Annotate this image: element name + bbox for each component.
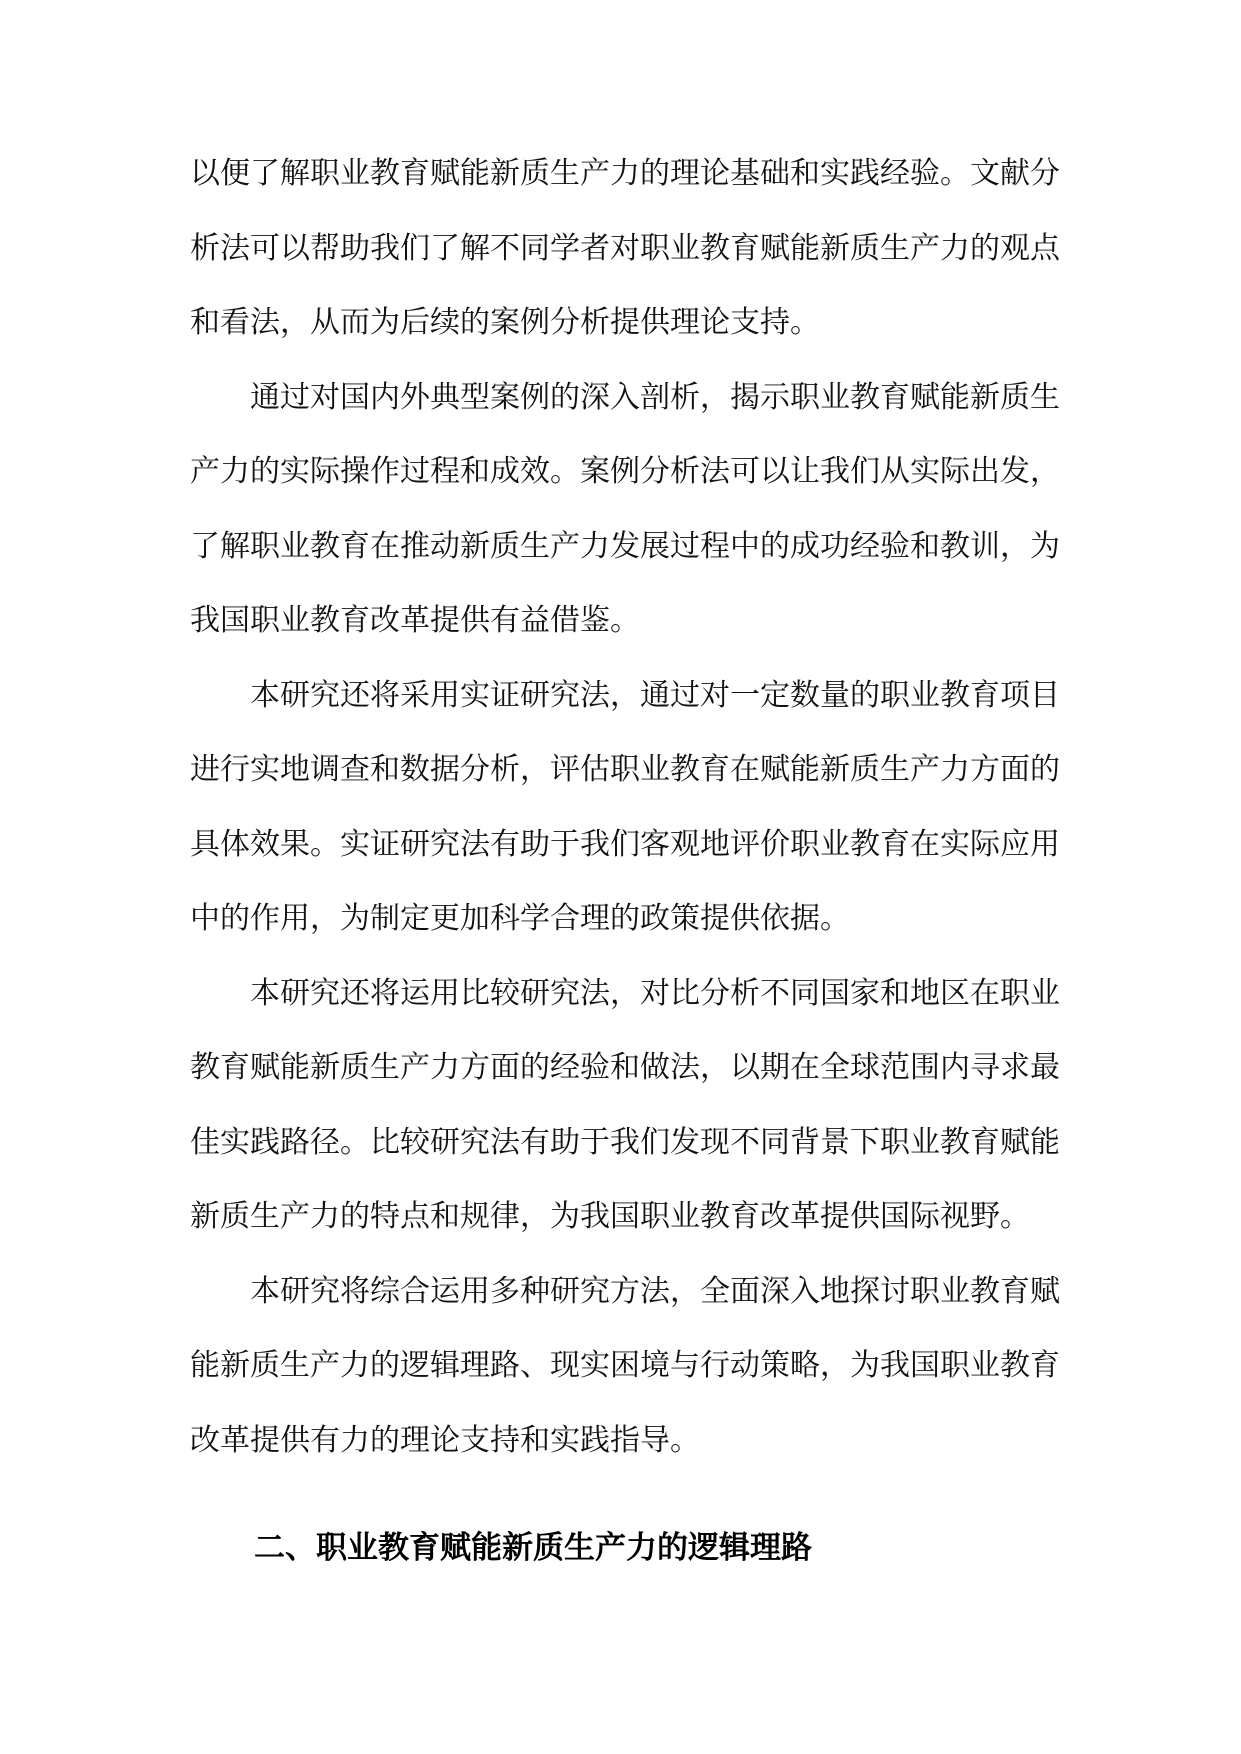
- paragraph-summary: 本研究将综合运用多种研究方法，全面深入地探讨职业教育赋能新质生产力的逻辑理路、现实困境与行动策略，为我国职业教育改革提供有力的理论支持和实践指导。: [190, 1273, 1060, 1458]
- paragraph-empirical-research: 本研究还将采用实证研究法，通过对一定数量的职业教育项目进行实地调查和数据分析，评估职业教育在赋能新质生产力方面的具体效果。实证研究法有助于我们客观地评价职业教育在实际应用中的作用，为制定更加科学合理的政策提供依据。: [190, 677, 1060, 936]
- paragraph-continuation: 以便了解职业教育赋能新质生产力的理论基础和实践经验。文献分析法可以帮助我们了解不同学者对职业教育赋能新质生产力的观点和看法，从而为后续的案例分析提供理论支持。: [190, 156, 1060, 340]
- paragraph-comparative-research: 本研究还将运用比较研究法，对比分析不同国家和地区在职业教育赋能新质生产力方面的经验和做法，以期在全球范围内寻求最佳实践路径。比较研究法有助于我们发现不同背景下职业教育赋能新质生产力的特点和规律，为我国职业教育改革提供国际视野。: [190, 975, 1060, 1234]
- section-heading: 二、职业教育赋能新质生产力的逻辑理路: [254, 1530, 812, 1566]
- paragraph-case-analysis: 通过对国内外典型案例的深入剖析，揭示职业教育赋能新质生产力的实际操作过程和成效。案例分析法可以让我们从实际出发，了解职业教育在推动新质生产力发展过程中的成功经验和教训，为我国职业教育改革提供有益借鉴。: [190, 379, 1060, 638]
- body-text: [190, 137, 1060, 1478]
